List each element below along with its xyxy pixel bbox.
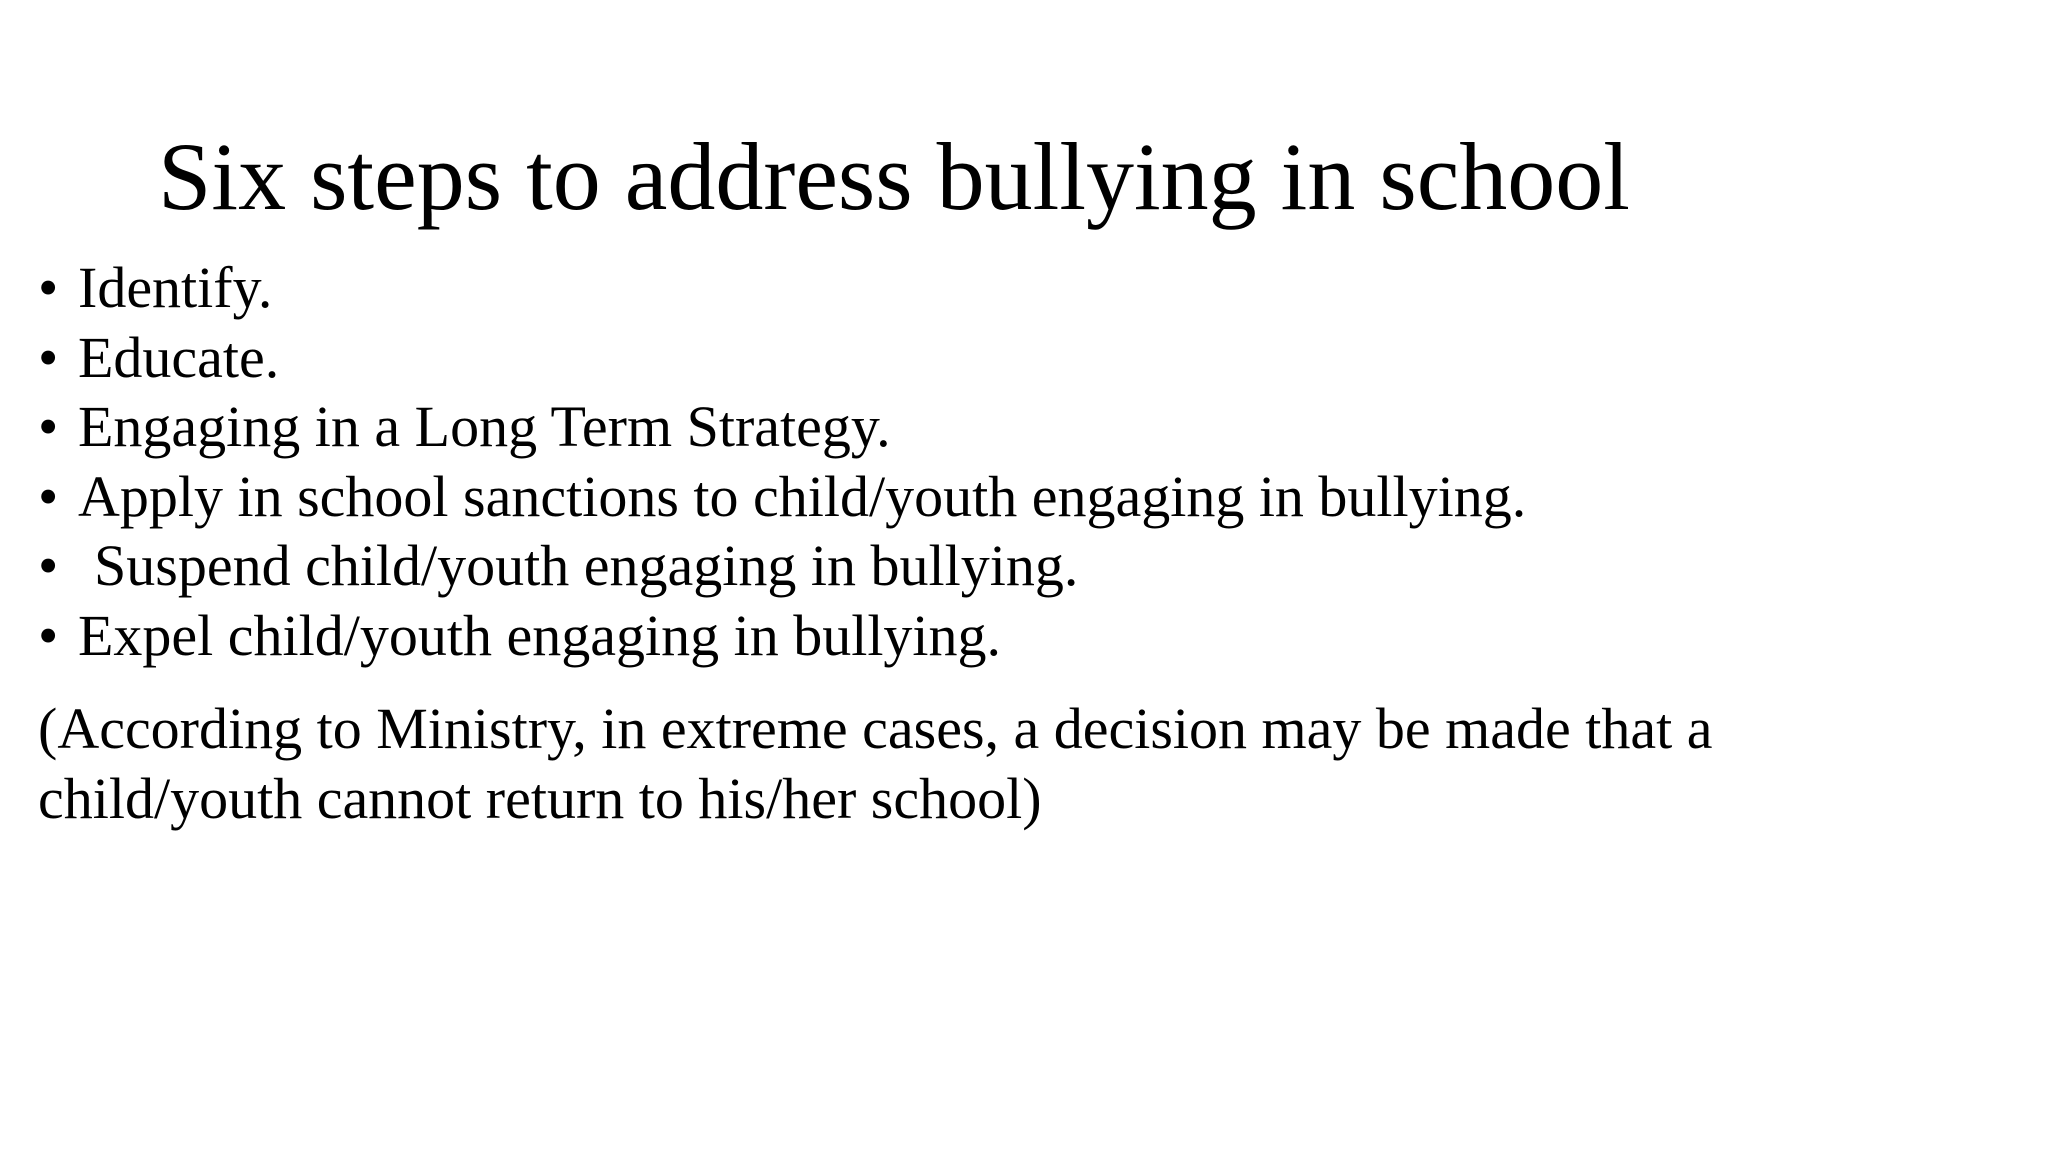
list-item <box>38 323 1526 393</box>
list-item <box>38 462 1526 532</box>
list-item <box>38 392 1526 462</box>
ministry-note <box>38 694 1938 833</box>
bullet-list <box>38 253 1526 670</box>
bullet-text: Expel child/youth engaging in bullying. <box>78 602 1002 668</box>
list-item <box>38 601 1526 671</box>
bullet-icon <box>38 462 78 532</box>
bullet-text: Identify. <box>78 255 273 320</box>
list-item <box>38 531 1526 601</box>
bullet-icon <box>38 531 78 601</box>
bullet-icon <box>38 323 78 393</box>
bullet-text: Apply in school sanctions to child/youth engaging in bullying. <box>78 463 1527 529</box>
bullet-icon <box>38 601 78 671</box>
slide-title: Six steps to address bullying in school <box>158 123 1630 230</box>
list-item <box>38 253 1526 323</box>
bullet-icon <box>38 392 78 462</box>
note-line: child/youth cannot return to his/her school) <box>38 765 1042 831</box>
bullet-icon <box>38 253 78 323</box>
bullet-text: Suspend child/youth engaging in bullying. <box>94 533 1079 598</box>
bullet-text: Engaging in a Long Term Strategy. <box>78 394 891 459</box>
bullet-text: Educate. <box>78 324 280 390</box>
note-line: (According to Ministry, in extreme cases, a decision may be made that a <box>38 696 1713 761</box>
